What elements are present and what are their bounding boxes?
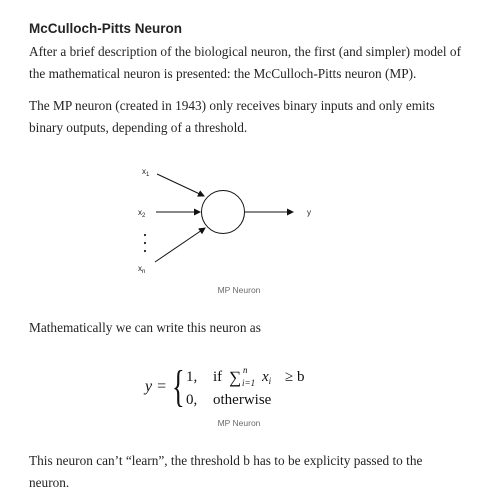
formula-caption: MP Neuron	[217, 418, 261, 428]
formula-relation: ≥ b	[285, 369, 305, 385]
input-x1-label: $x_1$	[142, 167, 150, 178]
input-xn-label: $x_n$	[138, 264, 146, 275]
formula-sum-symbol: ∑	[229, 368, 242, 387]
formula-case-2-condition: otherwise	[213, 392, 272, 408]
input-x2-label: $x_2$	[138, 208, 146, 219]
section-title: McCulloch-Pitts Neuron	[29, 21, 183, 36]
learn-paragraph	[29, 450, 459, 494]
formula-sum-upper: n	[243, 365, 248, 375]
formula-sum-lower: i=1	[242, 378, 256, 388]
math-intro-line-1: Mathematically we can write this neuron as	[29, 320, 261, 335]
intro-line-2: the mathematical neuron is presented: the McCulloch-Pitts neuron (MP).	[29, 66, 417, 81]
formula-lhs: y =	[145, 378, 167, 395]
formula-case-1-value: 1,	[186, 369, 198, 385]
binary-line-2: binary outputs, depending of a threshold.	[29, 120, 248, 135]
formula-case-2-value: 0,	[186, 392, 198, 408]
output-y-label: y	[307, 208, 311, 217]
formula-case-1-if: if	[213, 369, 223, 385]
intro-line-1: After a brief description of the biological neuron, the first (and simpler) model of	[29, 44, 462, 59]
learn-line-2: neuron.	[29, 475, 70, 490]
formula-term: $x_i$	[262, 369, 272, 386]
diagram-caption: MP Neuron	[217, 285, 261, 295]
learn-line-1: This neuron can’t “learn”, the threshold b has to be explicity passed to the	[29, 453, 423, 468]
formula-brace: {	[172, 362, 185, 411]
binary-line-1: The MP neuron (created in 1943) only receives binary inputs and only emits	[29, 98, 435, 113]
